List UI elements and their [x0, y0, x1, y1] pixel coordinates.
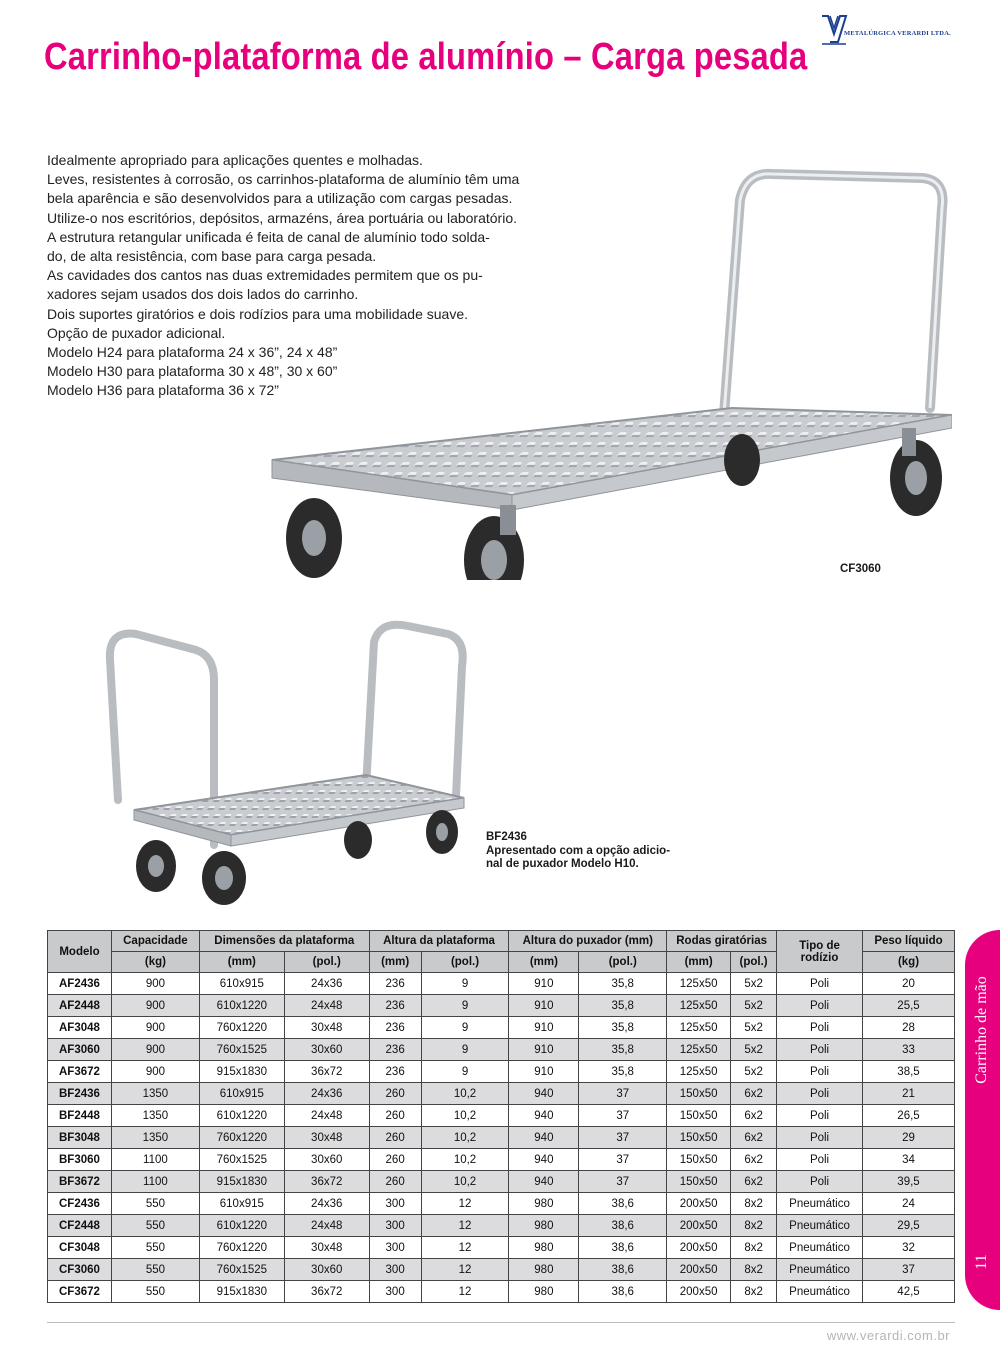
table-cell: 6x2	[731, 1171, 777, 1193]
table-cell: 30x60	[284, 1039, 369, 1061]
table-cell: 550	[111, 1237, 199, 1259]
table-cell: 20	[863, 973, 955, 995]
table-cell: 36x72	[284, 1061, 369, 1083]
table-cell: Pneumático	[777, 1281, 863, 1303]
table-cell: 300	[369, 1193, 421, 1215]
table-cell: 980	[509, 1281, 579, 1303]
table-cell: 760x1220	[199, 1237, 284, 1259]
description-line: do, de alta resistência, com base para carga pesada.	[47, 248, 377, 265]
model-cell: CF3048	[48, 1237, 112, 1259]
table-cell: 24x36	[284, 1083, 369, 1105]
table-cell: Pneumático	[777, 1237, 863, 1259]
table-cell: 610x915	[199, 1193, 284, 1215]
model-cell: AF3060	[48, 1039, 112, 1061]
page-number: 11	[973, 1254, 990, 1270]
table-cell: 760x1525	[199, 1259, 284, 1281]
table-cell: Poli	[777, 1039, 863, 1061]
model-cell: AF3672	[48, 1061, 112, 1083]
table-cell: 12	[421, 1193, 509, 1215]
description-line: As cavidades dos cantos nas duas extremidades permitem que os pu-	[47, 267, 483, 284]
table-cell: 8x2	[731, 1215, 777, 1237]
table-row	[48, 1017, 955, 1039]
table-cell: 5x2	[731, 995, 777, 1017]
table-cell: 10,2	[421, 1171, 509, 1193]
table-cell: 260	[369, 1105, 421, 1127]
header-tipo-line2: rodízio	[800, 951, 839, 964]
description-line: Modelo H30 para plataforma 30 x 48”, 30 x 60”	[47, 363, 338, 380]
header-tipo-line1: Tipo de	[799, 939, 840, 952]
table-cell: Poli	[777, 1171, 863, 1193]
table-cell: 32	[863, 1237, 955, 1259]
table-cell: Poli	[777, 1061, 863, 1083]
table-cell: 12	[421, 1259, 509, 1281]
table-cell: 37	[579, 1127, 667, 1149]
table-cell: 125x50	[667, 995, 731, 1017]
table-cell: 37	[579, 1149, 667, 1171]
table-cell: 9	[421, 1061, 509, 1083]
table-cell: 8x2	[731, 1237, 777, 1259]
model-cell: AF2448	[48, 995, 112, 1017]
table-cell: 21	[863, 1083, 955, 1105]
description-line: Dois suportes giratórios e dois rodízios para uma mobilidade suave.	[47, 305, 468, 322]
table-cell: 900	[111, 973, 199, 995]
model-cell: AF2436	[48, 973, 112, 995]
table-row	[48, 1105, 955, 1127]
subheader-dim-pol: (pol.)	[284, 952, 369, 973]
subheader-dim-mm: (mm)	[199, 952, 284, 973]
table-cell: 915x1830	[199, 1281, 284, 1303]
model-cell: BF2436	[48, 1083, 112, 1105]
table-row	[48, 995, 955, 1017]
description-line: Leves, resistentes à corrosão, os carrinhos-plataforma de alumínio têm uma	[47, 171, 520, 188]
model-cell: AF3048	[48, 1017, 112, 1039]
table-cell: 12	[421, 1281, 509, 1303]
table-cell: 33	[863, 1039, 955, 1061]
subheader-peso: (kg)	[863, 952, 955, 973]
table-cell: 9	[421, 973, 509, 995]
table-cell: 37	[863, 1259, 955, 1281]
brand-name: METALÚRGICA VERARDI LTDA.	[844, 30, 951, 37]
specifications-table	[47, 930, 955, 1303]
table-cell: 550	[111, 1215, 199, 1237]
table-cell: 760x1525	[199, 1039, 284, 1061]
table-cell: 24x48	[284, 1215, 369, 1237]
table-cell: 9	[421, 1017, 509, 1039]
header-rodas: Rodas giratórias	[667, 931, 777, 952]
table-cell: Poli	[777, 1017, 863, 1039]
description-line: Modelo H24 para plataforma 24 x 36”, 24 x 48”	[47, 344, 338, 361]
cart-bf2436-image	[96, 620, 496, 905]
table-cell: 940	[509, 1171, 579, 1193]
table-cell: 42,5	[863, 1281, 955, 1303]
header-peso: Peso líquido	[863, 931, 955, 952]
table-cell: Poli	[777, 1149, 863, 1171]
table-row	[48, 1237, 955, 1259]
cart-cf3060-image	[262, 160, 952, 580]
table-cell: 5x2	[731, 973, 777, 995]
header-tipo-rodizio	[777, 931, 863, 973]
table-cell: 915x1830	[199, 1171, 284, 1193]
table-cell: 915x1830	[199, 1061, 284, 1083]
table-cell: 236	[369, 1039, 421, 1061]
table-cell: Pneumático	[777, 1193, 863, 1215]
table-cell: 37	[579, 1083, 667, 1105]
model-cell: CF3060	[48, 1259, 112, 1281]
table-cell: 910	[509, 1017, 579, 1039]
page-title: Carrinho-plataforma de alumínio – Carga pesada	[44, 36, 808, 78]
table-body	[48, 973, 955, 1303]
table-cell: 300	[369, 1237, 421, 1259]
table-cell: 980	[509, 1237, 579, 1259]
table-row	[48, 1061, 955, 1083]
footer-divider	[47, 1322, 955, 1323]
table-cell: 35,8	[579, 1017, 667, 1039]
table-cell: 30x60	[284, 1149, 369, 1171]
table-cell: 38,6	[579, 1193, 667, 1215]
footer-website: www.verardi.com.br	[826, 1328, 950, 1343]
subheader-pux-mm: (mm)	[509, 952, 579, 973]
table-cell: 1350	[111, 1083, 199, 1105]
table-cell: 36x72	[284, 1281, 369, 1303]
table-cell: 38,6	[579, 1259, 667, 1281]
caption-line: Apresentado com a opção adicio-	[486, 844, 671, 857]
model-cell: CF3672	[48, 1281, 112, 1303]
table-cell: 940	[509, 1149, 579, 1171]
table-cell: 610x1220	[199, 1215, 284, 1237]
model-cell: BF3048	[48, 1127, 112, 1149]
table-cell: 980	[509, 1193, 579, 1215]
table-cell: 125x50	[667, 1061, 731, 1083]
table-cell: 550	[111, 1193, 199, 1215]
table-cell: 760x1525	[199, 1149, 284, 1171]
table-cell: 38,6	[579, 1281, 667, 1303]
caption-bf2436	[486, 831, 670, 872]
table-cell: 6x2	[731, 1127, 777, 1149]
table-cell: 910	[509, 1061, 579, 1083]
table-cell: Pneumático	[777, 1215, 863, 1237]
table-row	[48, 1127, 955, 1149]
table-cell: 35,8	[579, 1061, 667, 1083]
header-capacidade: Capacidade	[111, 931, 199, 952]
table-cell: 10,2	[421, 1083, 509, 1105]
table-cell: 24x48	[284, 995, 369, 1017]
table-cell: 37	[579, 1105, 667, 1127]
description-line: Modelo H36 para plataforma 36 x 72”	[47, 382, 279, 399]
table-cell: 30x48	[284, 1127, 369, 1149]
description-line: bela aparência e são desenvolvidos para a utilização com cargas pesadas.	[47, 190, 513, 207]
table-cell: 1350	[111, 1127, 199, 1149]
table-cell: 1100	[111, 1171, 199, 1193]
table-cell: 24	[863, 1193, 955, 1215]
table-cell: 236	[369, 1017, 421, 1039]
table-cell: 1100	[111, 1149, 199, 1171]
caption-cf3060: CF3060	[840, 563, 881, 575]
table-cell: 35,8	[579, 1039, 667, 1061]
model-cell: CF2448	[48, 1215, 112, 1237]
subheader-alt-pol: (pol.)	[421, 952, 509, 973]
table-cell: 5x2	[731, 1039, 777, 1061]
table-cell: 200x50	[667, 1237, 731, 1259]
description-line: Opção de puxador adicional.	[47, 324, 226, 341]
table-cell: 38,5	[863, 1061, 955, 1083]
table-cell: 900	[111, 995, 199, 1017]
table-cell: 12	[421, 1237, 509, 1259]
table-header-row	[48, 931, 955, 952]
table-cell: 260	[369, 1127, 421, 1149]
table-cell: 900	[111, 1017, 199, 1039]
table-cell: 900	[111, 1061, 199, 1083]
header-altura-puxador: Altura do puxador (mm)	[509, 931, 667, 952]
model-cell: BF3060	[48, 1149, 112, 1171]
table-cell: 910	[509, 973, 579, 995]
table-row	[48, 1171, 955, 1193]
table-cell: 38,6	[579, 1215, 667, 1237]
table-cell: 550	[111, 1281, 199, 1303]
description-line: A estrutura retangular unificada é feita de canal de alumínio todo solda-	[47, 228, 490, 245]
table-cell: 6x2	[731, 1083, 777, 1105]
table-cell: 25,5	[863, 995, 955, 1017]
table-cell: 150x50	[667, 1149, 731, 1171]
table-cell: 236	[369, 1061, 421, 1083]
table-cell: 150x50	[667, 1083, 731, 1105]
table-cell: 900	[111, 1039, 199, 1061]
subheader-cap: (kg)	[111, 952, 199, 973]
table-cell: 10,2	[421, 1105, 509, 1127]
caption-model: BF2436	[486, 831, 527, 843]
table-cell: 10,2	[421, 1149, 509, 1171]
table-cell: 200x50	[667, 1259, 731, 1281]
table-cell: 6x2	[731, 1105, 777, 1127]
table-cell: 1350	[111, 1105, 199, 1127]
table-cell: 150x50	[667, 1105, 731, 1127]
header-altura-plataforma: Altura da plataforma	[369, 931, 509, 952]
table-row	[48, 1039, 955, 1061]
table-cell: 6x2	[731, 1149, 777, 1171]
table-cell: 26,5	[863, 1105, 955, 1127]
table-cell: 910	[509, 1039, 579, 1061]
table-cell: 760x1220	[199, 1017, 284, 1039]
table-cell: 8x2	[731, 1281, 777, 1303]
table-cell: 39,5	[863, 1171, 955, 1193]
description-line: Utilize-o nos escritórios, depósitos, armazéns, área portuária ou laboratório.	[47, 209, 518, 226]
table-cell: 8x2	[731, 1259, 777, 1281]
table-cell: 260	[369, 1171, 421, 1193]
section-label: Carrinho de mão	[973, 976, 990, 1084]
table-cell: 125x50	[667, 1017, 731, 1039]
table-cell: 236	[369, 995, 421, 1017]
table-cell: 980	[509, 1215, 579, 1237]
table-cell: 24x36	[284, 973, 369, 995]
table-cell: 29	[863, 1127, 955, 1149]
table-cell: Poli	[777, 995, 863, 1017]
table-cell: 5x2	[731, 1061, 777, 1083]
table-cell: 610x915	[199, 973, 284, 995]
table-cell: 9	[421, 1039, 509, 1061]
table-cell: Poli	[777, 1083, 863, 1105]
model-cell: BF2448	[48, 1105, 112, 1127]
table-cell: 760x1220	[199, 1127, 284, 1149]
table-cell: 35,8	[579, 995, 667, 1017]
table-cell: 260	[369, 1083, 421, 1105]
table-cell: 12	[421, 1215, 509, 1237]
table-cell: 125x50	[667, 1039, 731, 1061]
description-line: xadores sejam usados dos dois lados do carrinho.	[47, 286, 359, 303]
table-cell: 35,8	[579, 973, 667, 995]
header-modelo: Modelo	[48, 931, 112, 973]
table-cell: 300	[369, 1281, 421, 1303]
table-cell: 200x50	[667, 1193, 731, 1215]
table-cell: 550	[111, 1259, 199, 1281]
table-cell: 37	[579, 1171, 667, 1193]
table-row	[48, 1281, 955, 1303]
table-cell: 30x48	[284, 1237, 369, 1259]
table-cell: 24x48	[284, 1105, 369, 1127]
subheader-rod-mm: (mm)	[667, 952, 731, 973]
table-cell: 24x36	[284, 1193, 369, 1215]
table-cell: 610x915	[199, 1083, 284, 1105]
table-cell: Poli	[777, 1105, 863, 1127]
table-cell: 300	[369, 1215, 421, 1237]
model-cell: BF3672	[48, 1171, 112, 1193]
table-cell: 30x48	[284, 1017, 369, 1039]
table-cell: 150x50	[667, 1171, 731, 1193]
table-cell: 910	[509, 995, 579, 1017]
table-row	[48, 1193, 955, 1215]
table-cell: 150x50	[667, 1127, 731, 1149]
table-cell: 38,6	[579, 1237, 667, 1259]
model-cell: CF2436	[48, 1193, 112, 1215]
table-cell: 200x50	[667, 1281, 731, 1303]
table-row	[48, 1259, 955, 1281]
table-row	[48, 1215, 955, 1237]
table-cell: 940	[509, 1105, 579, 1127]
table-cell: 8x2	[731, 1193, 777, 1215]
table-cell: 940	[509, 1083, 579, 1105]
table-cell: 980	[509, 1259, 579, 1281]
description-line: Idealmente apropriado para aplicações quentes e molhadas.	[47, 152, 423, 168]
table-cell: 30x60	[284, 1259, 369, 1281]
table-cell: 9	[421, 995, 509, 1017]
subheader-alt-mm: (mm)	[369, 952, 421, 973]
header-dimensoes: Dimensões da plataforma	[199, 931, 369, 952]
caption-line: nal de puxador Modelo H10.	[486, 858, 639, 871]
table-cell: 200x50	[667, 1215, 731, 1237]
table-cell: 5x2	[731, 1017, 777, 1039]
table-cell: 10,2	[421, 1127, 509, 1149]
table-cell: 610x1220	[199, 995, 284, 1017]
table-cell: 300	[369, 1259, 421, 1281]
table-cell: 236	[369, 973, 421, 995]
table-cell: 36x72	[284, 1171, 369, 1193]
table-cell: 610x1220	[199, 1105, 284, 1127]
subheader-rod-pol: (pol.)	[731, 952, 777, 973]
table-cell: 940	[509, 1127, 579, 1149]
table-cell: 29,5	[863, 1215, 955, 1237]
table-cell: 260	[369, 1149, 421, 1171]
table-cell: Poli	[777, 1127, 863, 1149]
table-cell: 34	[863, 1149, 955, 1171]
table-cell: 28	[863, 1017, 955, 1039]
table-cell: 125x50	[667, 973, 731, 995]
table-cell: Poli	[777, 973, 863, 995]
table-row	[48, 1149, 955, 1171]
subheader-pux-pol: (pol.)	[579, 952, 667, 973]
table-cell: Pneumático	[777, 1259, 863, 1281]
table-row	[48, 1083, 955, 1105]
table-row	[48, 973, 955, 995]
